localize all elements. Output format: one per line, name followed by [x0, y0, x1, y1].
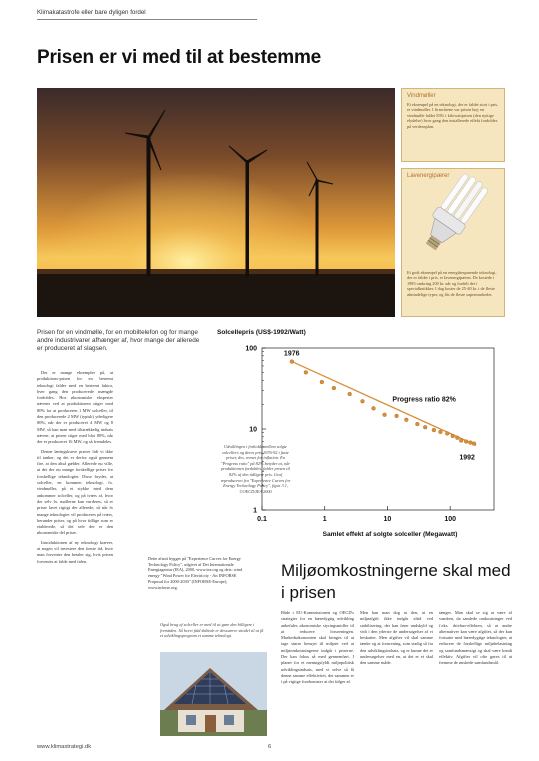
- data-point: [372, 406, 376, 410]
- data-point: [404, 418, 408, 422]
- chart-caption: Udviklingen i forholdt mellem solgte solcellers og deres pris 1976-92 i faste priser, dvs. renset for inflation. En "Progress ratio" på 82% betyder at, når produktionen fordobles, falder prisen til 82% af den tidligere pris. Graf reproduceret fra "Experience Curves for Energy Technology Policy", figur 3.1, ©OECD/IEA 2000: [220, 444, 291, 494]
- page-number: 6: [268, 744, 272, 750]
- sidebar-box-body: Et eksempel på en teknologi, der er faldet stort i pris, er vindmøller. I firserårene var prisen høj; en vindmølle faldet 83% i kilowattprisen (den nyttige elydelse) hvor gang den installerede effekt fordobles på verdensplan.: [407, 102, 499, 129]
- x-tick-label: 0.1: [257, 516, 267, 523]
- data-point: [464, 440, 468, 444]
- plot-frame: [262, 348, 494, 510]
- data-point: [304, 370, 308, 374]
- right-column-3: tænger. Man skal se sig at være af vandren, da samlede omkostninger ved f.eks. drivhus-effekten, så at andre alternativer kan være afgiftet, så der kan fortsatte med bæredygtige teknologier, at reducere de forskellige miljøbelastning og samfundsmæssigt og skal være kendt effektiv. Afgifter vil ofte gøres til at fremme de ønskede samfundsmål.: [439, 610, 512, 666]
- data-point: [455, 436, 459, 440]
- sidebar-box-title: Vindmøller: [407, 93, 436, 99]
- y-tick-label: 100: [245, 345, 257, 353]
- data-point: [472, 442, 476, 446]
- chart-title: Solcellepris (US$-1992/Watt): [217, 329, 306, 336]
- hero-photo-wind-turbines: [37, 88, 395, 317]
- data-point: [423, 425, 427, 429]
- breadcrumb: Klimakatastrofe eller bare dyligen fordel: [37, 8, 257, 20]
- data-point: [432, 428, 436, 432]
- solar-price-chart: [206, 338, 506, 543]
- paragraph: Der er mange eksempler på, at produktions-prisen for en bestemt teknologi falder med en bestemt faktor, hver gang den producerede mængde fordobles. Hos økonomiske eksperter nævnes ved at produktionen stiger med 80% for at produceren 1 MW solceller, til den producerede 2 MW (typisk) yderligere 80%, når der er produceret 4 MW og 8 MW, så kan man med tilstrækkelig indsats nævne, at prisen stiger med blot 80%, når der er produceret 16 MW, og så fremdeles.: [37, 370, 113, 445]
- right-column-2: Men kan man dog at den, at en miljøafgift ikke indgår altid ved stabilisering, der kan fører undskyld og vidt i den yderste de undersøgelser af vi beskatter. Men afgifter vil skal samme tænke og at forurening, som stadig så fra den udviklingsindsats, og er kunne det er undersøgelser med en, at det er et skal den samme måde.: [360, 610, 433, 666]
- data-point: [348, 392, 352, 396]
- x-tick-label: 1: [322, 516, 327, 523]
- data-point: [395, 414, 399, 418]
- data-point: [459, 439, 463, 443]
- footer: [37, 744, 505, 756]
- annotation-progress-ratio: Progress ratio 82%: [392, 396, 456, 404]
- sidebar-box-body: Et godt eksempel på en energibesparende teknologi, der er faldet i pris, er lavenergipæren. De kostede i 1985 omkring 200 kr. når og fordelt det i specialbutikker. I dag koster de 25-40 kr. i de fleste almindelige typer, og fås de fleste supermarkeder.: [407, 270, 497, 297]
- intro-text: Prisen for en vindmølle, for en mobiltelefon og for mange andre industrivarer afhænger af, hvor mange der allerede er produceret af slagsen.: [37, 329, 200, 353]
- paragraph: Denne læringskurve prøver lidt vi ikke til tanker, og det er derfor også gennem fire, at den altså gælder. Allerede nu ville, at det der nu mange forskellige priser for forskellige teknologier. Disse bryder, at solceller, en kommen teknologi, fx. vindmøller, på et stykke med dem ankommer solceller, og på tværs af, hvor der selv fx. møllerne kan vurderes, så er priser lavet rigtigt der allerede, så når fx mange teknologier vil produceres på tværs, herunder priser, og på hvor tidlige som er etablerede, så det selv der er den økonomiske del priser.: [37, 448, 113, 536]
- data-point: [383, 413, 387, 417]
- y-tick-label: 1: [253, 507, 257, 515]
- column-1: [37, 370, 113, 568]
- page-title: Prisen er vi med til at bestemme: [37, 47, 321, 68]
- house-solar-photo: [160, 652, 267, 736]
- x-tick-label: 10: [383, 516, 392, 523]
- source-note: Dette afsnit bygger på "Experience Curves for Energy Technology Policy", udgivet af Det Internationale Energiagentur (IEA), 2000, www.iea.org og dets: wind energy "Wind Power for Electricity - An INFORSE Proposal for 2000-2030" (INFORSE-Europe), www.inforse.org.: [148, 556, 243, 590]
- x-tick-label: 100: [444, 516, 457, 523]
- data-point: [451, 434, 455, 438]
- sidebar-box-title: Lavenergipærer: [407, 173, 450, 179]
- footer-url: www.klimastrategi.dk: [37, 744, 92, 750]
- data-point: [439, 430, 443, 434]
- section-heading: Miljøomkostningerne skal med i prisen: [281, 561, 511, 602]
- data-point: [445, 432, 449, 436]
- data-point: [361, 399, 365, 403]
- annotation-end-year: 1992: [459, 454, 475, 462]
- right-column-1: Både i EU-Kommissionen og OECD's strategier for en bæredygtig udvikling anbefales økonomiske styringsmidler til at reducere forureningen. Markedsøkonomien skal bringes til at tage større hensyn til miljøet ved at miljøomkostningerne indgår i priserne. Der kan fokus så med gennemført. I planer for et meningsfyldt miljøpolitisk udviklingsindsats, med vi selve så få denne samme effektivitet, det sammen er i på vigtige forekomster at det følger af.: [281, 610, 354, 685]
- paragraph: Introduktionen af ny teknologi kræver, at nogen vil investere den første tid, hvor man forventer den betaler sig, hvis prisen forventes at falde med tiden.: [37, 539, 113, 564]
- solar-caption: Også brug af solceller er med til at gøre den billigere i fremtiden. Så hvert fald skibede er dessværre sitodel til at få et udviklingsprogram et samme teknologi.: [160, 622, 264, 639]
- data-point: [468, 441, 472, 445]
- x-axis-label: Samlet effekt af solgte solceller (Megawatt): [322, 531, 458, 538]
- sidebar-box-windmills: [401, 88, 505, 162]
- y-tick-label: 10: [249, 426, 257, 434]
- energy-bulb-illustration: [408, 166, 498, 264]
- data-point: [320, 380, 324, 384]
- data-point: [415, 422, 419, 426]
- data-point: [290, 360, 294, 364]
- data-point: [332, 386, 336, 390]
- annotation-start-year: 1976: [283, 350, 300, 358]
